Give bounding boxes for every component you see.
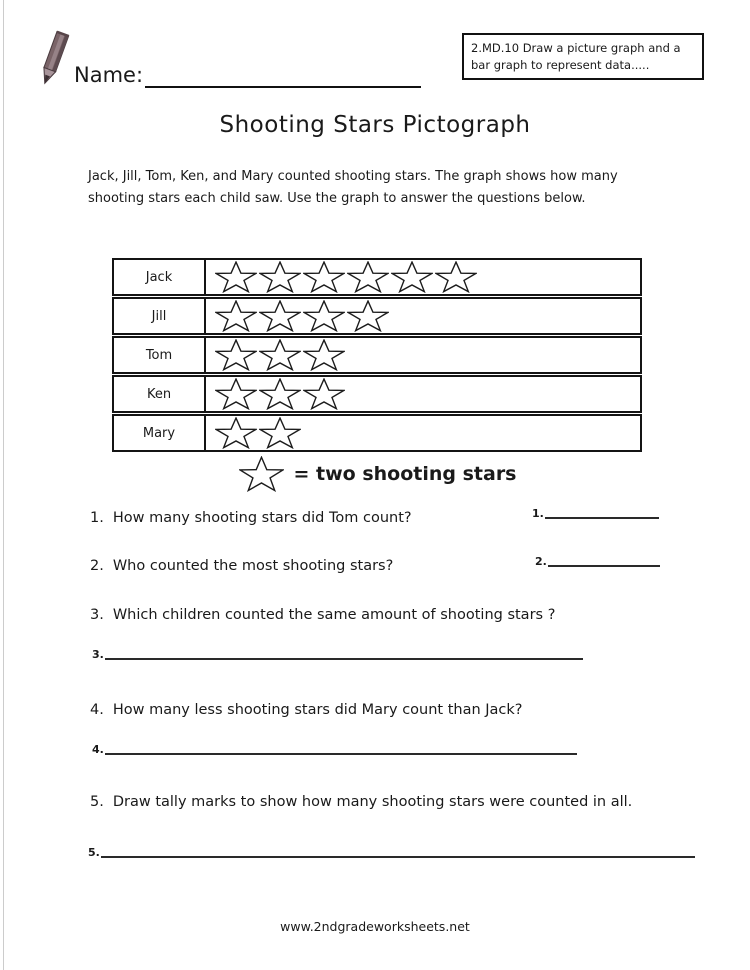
star-icon xyxy=(259,339,301,371)
answer-number: 4. xyxy=(92,743,104,756)
star-icon xyxy=(239,456,284,492)
pictograph-row-label: Ken xyxy=(114,377,206,411)
star-icon xyxy=(259,417,301,449)
star-icon xyxy=(259,378,301,410)
answer-blank-3[interactable] xyxy=(92,645,583,660)
star-icon xyxy=(259,300,301,332)
question-number: 1. xyxy=(90,510,104,526)
pictograph-row xyxy=(112,258,642,296)
star-icon xyxy=(215,261,257,293)
pictograph-row xyxy=(112,414,642,452)
question-number: 5. xyxy=(90,794,104,810)
question-text: Which children counted the same amount of shooting stars ? xyxy=(112,607,556,623)
star-icon xyxy=(303,300,345,332)
question-4 xyxy=(90,699,523,721)
star-icon xyxy=(215,339,257,371)
pencil-icon xyxy=(36,28,72,88)
answer-blank-5[interactable] xyxy=(88,843,695,858)
answer-number: 2. xyxy=(535,555,547,568)
pictograph-row-stars xyxy=(206,416,640,450)
question-text: Who counted the most shooting stars? xyxy=(112,558,394,574)
star-icon xyxy=(215,300,257,332)
pictograph-row-stars xyxy=(206,338,640,372)
answer-number: 5. xyxy=(88,846,100,859)
star-icon xyxy=(215,378,257,410)
star-icon xyxy=(391,261,433,293)
question-3 xyxy=(90,604,710,626)
star-icon xyxy=(259,261,301,293)
pictograph-table xyxy=(112,258,642,453)
name-label: Name: xyxy=(74,63,144,87)
star-icon xyxy=(303,378,345,410)
answer-line[interactable] xyxy=(105,645,583,660)
pictograph-row xyxy=(112,297,642,335)
pictograph-row-stars xyxy=(206,377,640,411)
standard-box: 2.MD.10 Draw a picture graph and a bar graph to represent data..... xyxy=(462,33,704,80)
answer-line[interactable] xyxy=(545,504,659,519)
pictograph-row-label: Jack xyxy=(114,260,206,294)
pictograph-row-label: Mary xyxy=(114,416,206,450)
question-1 xyxy=(90,507,412,529)
question-5 xyxy=(90,791,658,813)
name-blank-line[interactable] xyxy=(145,64,421,88)
pictograph-row-label: Jill xyxy=(114,299,206,333)
question-text: How many less shooting stars did Mary count than Jack? xyxy=(112,702,523,718)
star-icon xyxy=(347,261,389,293)
answer-blank-1[interactable] xyxy=(532,504,659,519)
question-number: 3. xyxy=(90,607,104,623)
question-number: 2. xyxy=(90,558,104,574)
star-icon xyxy=(303,339,345,371)
pictograph-row xyxy=(112,375,642,413)
star-icon xyxy=(347,300,389,332)
pictograph-row-stars xyxy=(206,299,640,333)
star-icon xyxy=(435,261,477,293)
answer-number: 3. xyxy=(92,648,104,661)
pictograph-row-label: Tom xyxy=(114,338,206,372)
question-text: Draw tally marks to show how many shooting stars were counted in all. xyxy=(112,794,633,810)
page-title: Shooting Stars Pictograph xyxy=(219,112,531,138)
name-header xyxy=(36,28,421,88)
answer-number: 1. xyxy=(532,507,544,520)
answer-blank-4[interactable] xyxy=(92,740,577,755)
footer-url: www.2ndgradeworksheets.net xyxy=(280,919,470,934)
intro-paragraph: Jack, Jill, Tom, Ken, and Mary counted shooting stars. The graph shows how many shooting stars each child saw. Use the graph to answer the questions below. xyxy=(88,169,618,207)
answer-blank-2[interactable] xyxy=(535,552,660,567)
answer-line[interactable] xyxy=(548,552,660,567)
pictograph-row xyxy=(112,336,642,374)
question-text: How many shooting stars did Tom count? xyxy=(112,510,412,526)
question-number: 4. xyxy=(90,702,104,718)
star-icon xyxy=(303,261,345,293)
pictograph-row-stars xyxy=(206,260,640,294)
key-label: = two shooting stars xyxy=(293,463,517,485)
question-2 xyxy=(90,555,393,577)
star-icon xyxy=(215,417,257,449)
pictograph-key xyxy=(0,456,750,492)
answer-line[interactable] xyxy=(105,740,577,755)
answer-line[interactable] xyxy=(101,843,695,858)
